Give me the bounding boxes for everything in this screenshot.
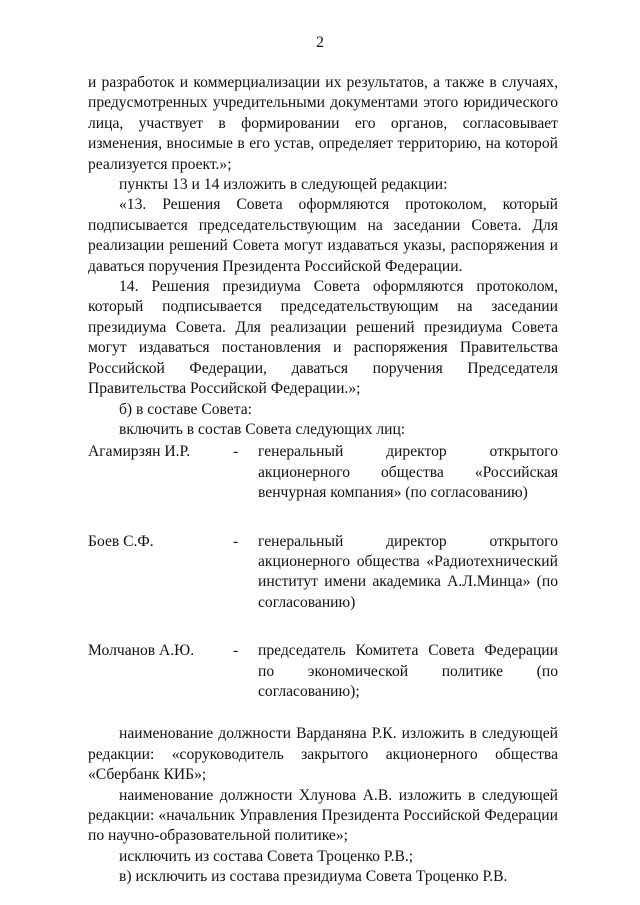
member-position: генеральный директор открытого акционерного общества «Радиотехнический институт имени академика А.Л.Минца» (по согласованию) [258, 532, 558, 611]
member-row [88, 641, 558, 702]
paragraph-items-13-14-intro: пункты 13 и 14 изложить в следующей редакции: [119, 176, 448, 194]
paragraph-khlunov: наименование должности Хлунова А.В. изложить в следующей редакции: «начальник Управления Президента Российской Федерации по научно-образовательной политике»; [88, 786, 558, 845]
members-table [88, 442, 558, 702]
member-name: Агамирзян И.Р. [88, 443, 191, 461]
paragraph-council-composition: б) в составе Совета: [119, 400, 252, 418]
member-position: председатель Комитета Совета Федерации по экономической политике (по согласованию); [258, 642, 558, 700]
document-body [88, 73, 558, 888]
member-position: генеральный директор открытого акционерного общества «Российская венчурная компания» (по согласованию) [258, 443, 558, 502]
page-number: 2 [316, 34, 324, 51]
member-name: Боев С.Ф. [88, 532, 154, 550]
paragraph-include-members: включить в состав Совета следующих лиц: [119, 420, 406, 438]
member-row [88, 532, 558, 614]
member-dash: - [233, 642, 239, 660]
paragraph-vardanyan: наименование должности Варданяна Р.К. изложить в следующей редакции: «соруководитель закрытого акционерного общества «Сбербанк КИБ»; [88, 725, 558, 784]
member-row [88, 442, 558, 503]
paragraph-exclude-presidium: в) исключить из состава президиума Совета Троценко Р.В. [119, 868, 508, 886]
paragraph-continuation: и разработок и коммерциализации их результатов, а также в случаях, предусмотренных учредительными документами этого юридического лица, участвует в формировании его органов, согласовывает изменения, вносимые в его устав, определяет территорию, на которой реализуется проект.»; [88, 74, 558, 173]
paragraph-exclude-council: исключить из состава Совета Троценко Р.В.; [119, 847, 414, 865]
paragraph-item-13: «13. Решения Совета оформляются протоколом, который подписывается председательствующим на заседании Совета. Для реализации решений Совета могут издаваться указы, распоряжения и даваться поручения Президента Российской Федерации. [88, 196, 558, 275]
paragraph-item-14: 14. Решения президиума Совета оформляются протоколом, который подписывается председательствующим на заседании президиума Совета. Для реализации решений президиума Совета могут издаваться постановления и распоряжения Правительства Российской Федерации, даваться поручения Председателя Правительства Российской Федерации.»; [88, 278, 558, 398]
member-name: Молчанов А.Ю. [88, 642, 195, 660]
member-dash: - [233, 443, 239, 461]
member-dash: - [233, 532, 239, 550]
